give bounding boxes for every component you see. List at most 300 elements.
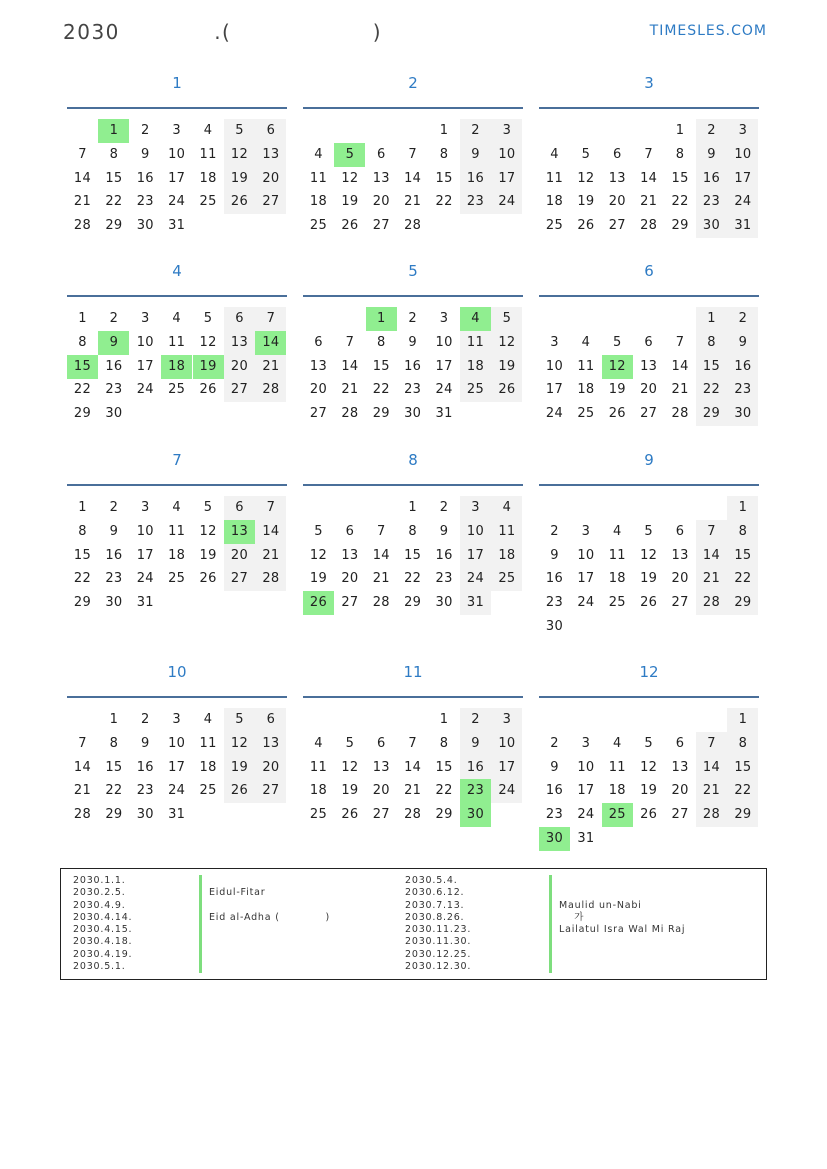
day-cell[interactable]: 10: [136, 523, 154, 539]
day-cell[interactable]: 13: [671, 759, 689, 775]
day-cell[interactable]: 5: [345, 735, 355, 751]
day-cell[interactable]: 26: [224, 190, 255, 214]
day-cell[interactable]: 7: [78, 146, 87, 162]
day-cell[interactable]: 22: [372, 382, 390, 398]
day-cell[interactable]: 30: [404, 406, 422, 422]
day-cell[interactable]: 23: [435, 571, 453, 587]
day-cell[interactable]: 22: [435, 194, 453, 210]
day-cell[interactable]: 14: [696, 756, 727, 780]
day-cell[interactable]: 30: [105, 595, 123, 611]
day-cell[interactable]: 5: [334, 143, 365, 167]
day-cell[interactable]: 13: [224, 520, 255, 544]
day-cell[interactable]: 9: [727, 331, 758, 355]
day-cell[interactable]: 27: [671, 595, 689, 611]
day-cell[interactable]: 6: [255, 708, 286, 732]
day-cell[interactable]: 14: [255, 331, 286, 355]
day-cell[interactable]: 3: [460, 496, 491, 520]
day-cell[interactable]: 20: [671, 783, 689, 799]
day-cell[interactable]: 18: [199, 759, 217, 775]
day-cell[interactable]: 24: [168, 194, 186, 210]
day-cell[interactable]: 26: [640, 595, 658, 611]
day-cell[interactable]: 19: [608, 382, 626, 398]
day-cell[interactable]: 24: [136, 571, 154, 587]
day-cell[interactable]: 21: [640, 194, 658, 210]
day-cell[interactable]: 27: [224, 378, 255, 402]
day-cell[interactable]: 15: [671, 170, 689, 186]
day-cell[interactable]: 15: [372, 358, 390, 374]
day-cell[interactable]: 15: [73, 547, 92, 563]
day-cell[interactable]: 6: [224, 307, 255, 331]
day-cell[interactable]: 27: [255, 779, 286, 803]
day-cell[interactable]: 23: [545, 595, 564, 611]
day-cell[interactable]: 3: [172, 712, 181, 727]
day-cell[interactable]: 29: [696, 402, 727, 426]
day-cell[interactable]: 11: [577, 358, 595, 374]
day-cell[interactable]: 28: [696, 591, 727, 615]
day-cell[interactable]: 15: [727, 544, 758, 568]
day-cell[interactable]: 5: [644, 735, 653, 751]
day-cell[interactable]: 25: [309, 218, 328, 234]
day-cell[interactable]: 19: [341, 194, 359, 210]
day-cell[interactable]: 23: [404, 382, 422, 398]
day-cell[interactable]: 29: [435, 807, 453, 823]
day-cell[interactable]: 21: [255, 355, 286, 379]
day-cell[interactable]: 7: [345, 334, 355, 350]
day-cell[interactable]: 10: [727, 143, 758, 167]
day-cell[interactable]: 6: [613, 146, 622, 162]
day-cell[interactable]: 5: [491, 307, 522, 331]
day-cell[interactable]: 2: [109, 500, 119, 515]
day-cell[interactable]: 26: [341, 218, 359, 234]
day-cell[interactable]: 4: [172, 311, 181, 326]
day-cell[interactable]: 13: [372, 759, 390, 775]
day-cell[interactable]: 11: [309, 170, 328, 186]
day-cell[interactable]: 6: [675, 523, 685, 539]
day-cell[interactable]: 7: [675, 334, 685, 350]
day-cell[interactable]: 31: [460, 591, 491, 615]
day-cell[interactable]: 3: [727, 119, 758, 143]
day-cell[interactable]: 21: [341, 382, 359, 398]
day-cell[interactable]: 9: [98, 331, 129, 355]
day-cell[interactable]: 18: [608, 571, 626, 587]
day-cell[interactable]: 1: [78, 311, 87, 326]
day-cell[interactable]: 15: [67, 355, 98, 379]
day-cell[interactable]: 22: [696, 378, 727, 402]
day-cell[interactable]: 20: [341, 571, 359, 587]
day-cell[interactable]: 30: [136, 807, 154, 823]
day-cell[interactable]: 13: [608, 170, 626, 186]
day-cell[interactable]: 29: [727, 591, 758, 615]
day-cell[interactable]: 13: [309, 358, 328, 374]
day-cell[interactable]: 17: [727, 167, 758, 191]
day-cell[interactable]: 12: [577, 170, 595, 186]
day-cell[interactable]: 14: [255, 520, 286, 544]
day-cell[interactable]: 24: [727, 190, 758, 214]
day-cell[interactable]: 30: [696, 214, 727, 238]
day-cell[interactable]: 21: [404, 194, 422, 210]
day-cell[interactable]: 8: [377, 334, 386, 350]
day-cell[interactable]: 14: [404, 170, 422, 186]
day-cell[interactable]: 6: [224, 496, 255, 520]
day-cell[interactable]: 5: [203, 500, 213, 515]
day-cell[interactable]: 4: [581, 334, 591, 350]
day-cell[interactable]: 3: [141, 311, 150, 326]
day-cell[interactable]: 25: [199, 783, 217, 799]
day-cell[interactable]: 5: [203, 311, 213, 326]
day-cell[interactable]: 23: [460, 190, 491, 214]
day-cell[interactable]: 23: [136, 783, 154, 799]
site-logo[interactable]: TIMESLES.COM: [649, 23, 767, 39]
day-cell[interactable]: 26: [199, 571, 217, 587]
day-cell[interactable]: 24: [460, 567, 491, 591]
day-cell[interactable]: 17: [168, 170, 186, 186]
day-cell[interactable]: 20: [608, 194, 626, 210]
day-cell[interactable]: 18: [309, 783, 328, 799]
day-cell[interactable]: 13: [224, 331, 255, 355]
day-cell[interactable]: 28: [255, 567, 286, 591]
day-cell[interactable]: 26: [640, 807, 658, 823]
day-cell[interactable]: 29: [372, 406, 390, 422]
day-cell[interactable]: 3: [172, 123, 181, 138]
day-cell[interactable]: 10: [136, 334, 154, 350]
day-cell[interactable]: 29: [727, 803, 758, 827]
day-cell[interactable]: 29: [105, 807, 123, 823]
day-cell[interactable]: 18: [545, 194, 564, 210]
day-cell[interactable]: 31: [577, 831, 595, 846]
day-cell[interactable]: 3: [141, 500, 150, 515]
day-cell[interactable]: 20: [309, 382, 328, 398]
day-cell[interactable]: 28: [671, 406, 689, 422]
day-cell[interactable]: 31: [168, 807, 186, 823]
day-cell[interactable]: 27: [372, 807, 390, 823]
day-cell[interactable]: 9: [141, 735, 150, 751]
day-cell[interactable]: 9: [550, 759, 559, 775]
day-cell[interactable]: 13: [341, 547, 359, 563]
day-cell[interactable]: 24: [168, 783, 186, 799]
day-cell[interactable]: 8: [439, 146, 449, 162]
day-cell[interactable]: 31: [136, 595, 154, 611]
day-cell[interactable]: 1: [439, 712, 449, 727]
day-cell[interactable]: 21: [255, 544, 286, 568]
day-cell[interactable]: 24: [577, 807, 595, 823]
day-cell[interactable]: 14: [696, 544, 727, 568]
day-cell[interactable]: 22: [73, 382, 92, 398]
day-cell[interactable]: 12: [341, 170, 359, 186]
day-cell[interactable]: 2: [109, 311, 119, 326]
day-cell[interactable]: 22: [105, 194, 123, 210]
day-cell[interactable]: 19: [224, 167, 255, 191]
day-cell[interactable]: 3: [439, 311, 449, 326]
day-cell[interactable]: 5: [224, 119, 255, 143]
day-cell[interactable]: 28: [73, 807, 92, 823]
day-cell[interactable]: 20: [640, 382, 658, 398]
day-cell[interactable]: 1: [727, 496, 758, 520]
day-cell[interactable]: 13: [255, 143, 286, 167]
day-cell[interactable]: 8: [109, 146, 119, 162]
day-cell[interactable]: 6: [314, 334, 323, 350]
day-cell[interactable]: 17: [136, 547, 154, 563]
day-cell[interactable]: 20: [372, 194, 390, 210]
day-cell[interactable]: 1: [98, 119, 129, 143]
day-cell[interactable]: 11: [545, 170, 564, 186]
day-cell[interactable]: 15: [727, 756, 758, 780]
day-cell[interactable]: 14: [404, 759, 422, 775]
day-cell[interactable]: 21: [696, 567, 727, 591]
day-cell[interactable]: 21: [73, 194, 92, 210]
day-cell[interactable]: 2: [439, 500, 449, 515]
day-cell[interactable]: 23: [105, 382, 123, 398]
day-cell[interactable]: 9: [550, 547, 559, 563]
day-cell[interactable]: 24: [435, 382, 453, 398]
day-cell[interactable]: 6: [255, 119, 286, 143]
day-cell[interactable]: 3: [491, 708, 522, 732]
day-cell[interactable]: 17: [577, 783, 595, 799]
day-cell[interactable]: 11: [608, 547, 626, 563]
day-cell[interactable]: 2: [696, 119, 727, 143]
day-cell[interactable]: 22: [105, 783, 123, 799]
day-cell[interactable]: 22: [727, 567, 758, 591]
day-cell[interactable]: 30: [435, 595, 453, 611]
day-cell[interactable]: 27: [255, 190, 286, 214]
day-cell[interactable]: 13: [372, 170, 390, 186]
day-cell[interactable]: 4: [460, 307, 491, 331]
day-cell[interactable]: 25: [577, 406, 595, 422]
day-cell[interactable]: 23: [460, 779, 491, 803]
day-cell[interactable]: 9: [109, 523, 119, 539]
day-cell[interactable]: 16: [727, 355, 758, 379]
day-cell[interactable]: 16: [545, 783, 564, 799]
day-cell[interactable]: 18: [608, 783, 626, 799]
day-cell[interactable]: 24: [577, 595, 595, 611]
day-cell[interactable]: 9: [408, 334, 417, 350]
day-cell[interactable]: 18: [460, 355, 491, 379]
day-cell[interactable]: 20: [671, 571, 689, 587]
day-cell[interactable]: 8: [727, 732, 758, 756]
day-cell[interactable]: 8: [675, 146, 685, 162]
day-cell[interactable]: 16: [404, 358, 422, 374]
day-cell[interactable]: 27: [309, 406, 328, 422]
day-cell[interactable]: 2: [141, 123, 150, 138]
day-cell[interactable]: 28: [640, 218, 658, 234]
day-cell[interactable]: 16: [460, 756, 491, 780]
day-cell[interactable]: 1: [109, 712, 119, 727]
day-cell[interactable]: 12: [341, 759, 359, 775]
day-cell[interactable]: 14: [640, 170, 658, 186]
day-cell[interactable]: 5: [613, 334, 622, 350]
day-cell[interactable]: 30: [136, 218, 154, 234]
day-cell[interactable]: 19: [309, 571, 328, 587]
day-cell[interactable]: 27: [671, 807, 689, 823]
day-cell[interactable]: 5: [224, 708, 255, 732]
day-cell[interactable]: 29: [73, 595, 92, 611]
day-cell[interactable]: 27: [372, 218, 390, 234]
day-cell[interactable]: 30: [105, 406, 123, 422]
day-cell[interactable]: 23: [696, 190, 727, 214]
day-cell[interactable]: 16: [105, 358, 123, 374]
day-cell[interactable]: 7: [78, 735, 87, 751]
day-cell[interactable]: 3: [491, 119, 522, 143]
day-cell[interactable]: 9: [439, 523, 449, 539]
day-cell[interactable]: 28: [696, 803, 727, 827]
day-cell[interactable]: 25: [168, 571, 186, 587]
day-cell[interactable]: 1: [696, 307, 727, 331]
day-cell[interactable]: 29: [404, 595, 422, 611]
day-cell[interactable]: 20: [372, 783, 390, 799]
day-cell[interactable]: 15: [105, 170, 123, 186]
day-cell[interactable]: 26: [224, 779, 255, 803]
day-cell[interactable]: 18: [577, 382, 595, 398]
day-cell[interactable]: 11: [491, 520, 522, 544]
day-cell[interactable]: 31: [168, 218, 186, 234]
day-cell[interactable]: 23: [727, 378, 758, 402]
day-cell[interactable]: 15: [696, 355, 727, 379]
day-cell[interactable]: 31: [435, 406, 453, 422]
day-cell[interactable]: 14: [671, 358, 689, 374]
day-cell[interactable]: 29: [105, 218, 123, 234]
day-cell[interactable]: 10: [168, 735, 186, 751]
day-cell[interactable]: 5: [581, 146, 591, 162]
day-cell[interactable]: 24: [491, 190, 522, 214]
day-cell[interactable]: 7: [255, 307, 286, 331]
day-cell[interactable]: 8: [696, 331, 727, 355]
day-cell[interactable]: 26: [199, 382, 217, 398]
day-cell[interactable]: 27: [341, 595, 359, 611]
day-cell[interactable]: 7: [696, 732, 727, 756]
day-cell[interactable]: 14: [73, 759, 92, 775]
day-cell[interactable]: 17: [460, 544, 491, 568]
day-cell[interactable]: 19: [640, 783, 658, 799]
day-cell[interactable]: 6: [675, 735, 685, 751]
day-cell[interactable]: 12: [640, 547, 658, 563]
day-cell[interactable]: 16: [545, 571, 564, 587]
day-cell[interactable]: 4: [203, 712, 213, 727]
day-cell[interactable]: 12: [602, 355, 633, 379]
day-cell[interactable]: 28: [255, 378, 286, 402]
day-cell[interactable]: 9: [696, 143, 727, 167]
day-cell[interactable]: 26: [341, 807, 359, 823]
day-cell[interactable]: 26: [303, 591, 334, 615]
day-cell[interactable]: 2: [550, 735, 559, 751]
day-cell[interactable]: 21: [404, 783, 422, 799]
day-cell[interactable]: 14: [372, 547, 390, 563]
day-cell[interactable]: 25: [608, 595, 626, 611]
day-cell[interactable]: 15: [435, 170, 453, 186]
day-cell[interactable]: 16: [136, 170, 154, 186]
day-cell[interactable]: 15: [105, 759, 123, 775]
day-cell[interactable]: 3: [581, 523, 591, 539]
day-cell[interactable]: 30: [460, 803, 491, 827]
day-cell[interactable]: 11: [168, 334, 186, 350]
day-cell[interactable]: 19: [640, 571, 658, 587]
day-cell[interactable]: 8: [408, 523, 417, 539]
day-cell[interactable]: 30: [545, 619, 564, 634]
day-cell[interactable]: 13: [255, 732, 286, 756]
day-cell[interactable]: 21: [372, 571, 390, 587]
day-cell[interactable]: 1: [439, 123, 449, 138]
day-cell[interactable]: 15: [404, 547, 422, 563]
day-cell[interactable]: 31: [727, 214, 758, 238]
day-cell[interactable]: 25: [545, 218, 564, 234]
day-cell[interactable]: 19: [224, 756, 255, 780]
day-cell[interactable]: 1: [78, 500, 87, 515]
day-cell[interactable]: 10: [577, 547, 595, 563]
day-cell[interactable]: 17: [435, 358, 453, 374]
day-cell[interactable]: 1: [727, 708, 758, 732]
day-cell[interactable]: 4: [314, 735, 323, 751]
day-cell[interactable]: 10: [545, 358, 564, 374]
day-cell[interactable]: 29: [671, 218, 689, 234]
day-cell[interactable]: 28: [73, 218, 92, 234]
day-cell[interactable]: 17: [491, 167, 522, 191]
day-cell[interactable]: 9: [460, 143, 491, 167]
day-cell[interactable]: 7: [644, 146, 653, 162]
day-cell[interactable]: 28: [404, 807, 422, 823]
day-cell[interactable]: 8: [109, 735, 119, 751]
day-cell[interactable]: 20: [224, 355, 255, 379]
day-cell[interactable]: 16: [105, 547, 123, 563]
day-cell[interactable]: 9: [141, 146, 150, 162]
day-cell[interactable]: 24: [545, 406, 564, 422]
day-cell[interactable]: 20: [255, 756, 286, 780]
day-cell[interactable]: 23: [545, 807, 564, 823]
day-cell[interactable]: 17: [545, 382, 564, 398]
day-cell[interactable]: 12: [224, 732, 255, 756]
day-cell[interactable]: 4: [550, 146, 559, 162]
day-cell[interactable]: 29: [73, 406, 92, 422]
day-cell[interactable]: 28: [341, 406, 359, 422]
day-cell[interactable]: 1: [366, 307, 397, 331]
day-cell[interactable]: 20: [224, 544, 255, 568]
day-cell[interactable]: 26: [491, 378, 522, 402]
day-cell[interactable]: 25: [309, 807, 328, 823]
day-cell[interactable]: 28: [372, 595, 390, 611]
day-cell[interactable]: 11: [168, 523, 186, 539]
day-cell[interactable]: 23: [136, 194, 154, 210]
day-cell[interactable]: 17: [168, 759, 186, 775]
day-cell[interactable]: 16: [696, 167, 727, 191]
day-cell[interactable]: 6: [644, 334, 653, 350]
day-cell[interactable]: 25: [491, 567, 522, 591]
day-cell[interactable]: 12: [199, 523, 217, 539]
day-cell[interactable]: 19: [193, 355, 224, 379]
day-cell[interactable]: 25: [460, 378, 491, 402]
day-cell[interactable]: 22: [727, 779, 758, 803]
day-cell[interactable]: 24: [136, 382, 154, 398]
day-cell[interactable]: 4: [172, 500, 181, 515]
day-cell[interactable]: 30: [727, 402, 758, 426]
day-cell[interactable]: 1: [408, 500, 417, 515]
day-cell[interactable]: 8: [439, 735, 449, 751]
day-cell[interactable]: 10: [491, 732, 522, 756]
day-cell[interactable]: 1: [675, 123, 685, 138]
day-cell[interactable]: 8: [78, 523, 87, 539]
day-cell[interactable]: 22: [671, 194, 689, 210]
day-cell[interactable]: 22: [73, 571, 92, 587]
day-cell[interactable]: 19: [199, 547, 217, 563]
day-cell[interactable]: 2: [141, 712, 150, 727]
day-cell[interactable]: 12: [199, 334, 217, 350]
day-cell[interactable]: 5: [314, 523, 323, 539]
day-cell[interactable]: 12: [309, 547, 328, 563]
day-cell[interactable]: 2: [550, 523, 559, 539]
day-cell[interactable]: 2: [408, 311, 417, 326]
day-cell[interactable]: 6: [345, 523, 355, 539]
day-cell[interactable]: 22: [404, 571, 422, 587]
day-cell[interactable]: 7: [408, 735, 417, 751]
day-cell[interactable]: 10: [460, 520, 491, 544]
day-cell[interactable]: 6: [377, 735, 386, 751]
day-cell[interactable]: 7: [408, 146, 417, 162]
